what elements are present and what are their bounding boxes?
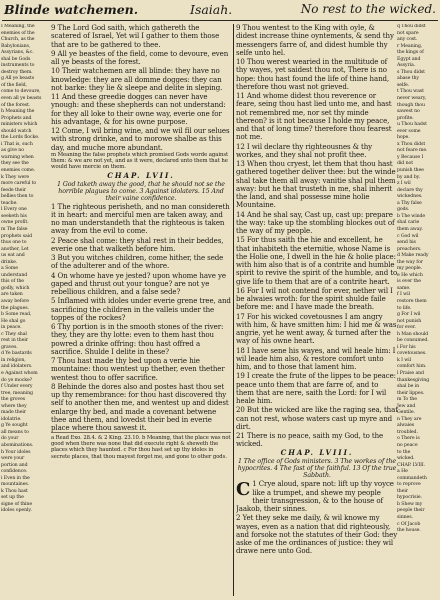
verse-paragraph: 8 Behinde the dores also and postes hast thou set up thy remembrance: for thou hast discovered thy self to another then me, and wentest up and didest enlarge thy bed, and made a covenant betwene thee and them, and lovedst their bed in everie place where thou sawest it. [51, 381, 229, 432]
margin-note: and idolaters. [1, 364, 33, 370]
margin-note: understand [1, 272, 28, 278]
margin-note: Church, as the [1, 37, 35, 43]
margin-note: in peace. [1, 325, 22, 331]
margin-note: Egypt and [397, 56, 421, 62]
verse-paragraph: 18 I have sene his wayes, and wil heale him: I wil leade him also, & restore comfort unto him, and to those that lament him. [236, 345, 396, 371]
margin-note: e He which [397, 272, 423, 278]
margin-note: c Of Jacob [397, 521, 421, 527]
margin-note: this of the [1, 279, 24, 285]
margin-note: the house. [397, 528, 421, 534]
margin-note: not spare [397, 30, 419, 36]
margin-note: b Shew my [397, 501, 423, 507]
verse-paragraph: 2 Peace shal come: they shal rest in their beddes, everie one that walketh before him. [51, 235, 224, 253]
verse-paragraph: 15 For thus saith the hie and excellent, he that inhabiteth the eternitie, whose Name is the Holie one, I dwell in the hie & holie place: with him also that is of a contrite and humble spirit to revive the spirit of the humble, and to give life to them that are of a contrite heart. [236, 235, 398, 286]
margin-note: graves. [1, 344, 18, 350]
margin-note: do your [1, 436, 19, 442]
margin-note: the Lords flocke. [1, 135, 40, 141]
margin-note: i For his [397, 344, 416, 350]
margin-note: any cost. [397, 37, 418, 43]
verse-paragraph: 5 Inflamed with idoles under everie grene tree, and sacrificing the children in the valleis under the toppes of the rockes? [51, 296, 231, 322]
margin-note: the way for [397, 259, 423, 265]
margin-note: shal be in [397, 384, 419, 390]
margin-note: wickednes. [397, 194, 423, 200]
margin-note: never weary, [397, 96, 427, 102]
margin-note: abase thy [397, 76, 419, 82]
margin-note: of the forest. [1, 102, 31, 108]
margin-note: come to devoure, [1, 89, 41, 95]
margin-note: tree, meaning [1, 390, 33, 396]
margin-note: m To the [397, 397, 417, 403]
margin-note: owne profit. [1, 220, 29, 226]
header-right: No rest to the wicked. [300, 2, 436, 16]
annotation-note: m Meaning the false prophets which promised Gods worde against them: & we are not yet, and as it were, declared unto them that he would have mercie on them. [51, 151, 229, 171]
margin-note: o There is [397, 436, 420, 442]
margin-note: a Some [1, 266, 18, 272]
chapter-heading-58: CHAP. LVIII. [280, 447, 354, 457]
margin-note: k I wil [397, 357, 411, 363]
margin-note: m The false [1, 226, 28, 232]
text-column-left [51, 24, 231, 594]
margin-note: q Thou didst [397, 24, 426, 29]
verse-paragraph: 6 Thy portion is in the smooth stones of the river: they, they are thy lotte: even to them hast thou powred a drinke offring: thou hast offred a sacrifice. Shulde I delite in these? [51, 322, 224, 356]
margin-note: selfe. [397, 82, 410, 88]
verse-paragraph: 9 The Lord God saith, which gathereth the scatered of Israel, Yet wil I gather to them those that are to be gathered to thee. [51, 24, 220, 49]
chapter-heading-57: CHAP. LVII. [107, 170, 175, 180]
margin-note: of the field, [1, 82, 27, 88]
verse-paragraph: 13 When thou cryest, let them that thou hast gathered together deliver thee: but the winde shal take them all away: vanitie shal pul them away: but he that trusteth in me, shal inherit the land, and shal possesse mine holie Mountaine. [236, 159, 396, 210]
margin-note: Babylonians, [1, 43, 31, 49]
margin-note: d Ye bastards [1, 351, 32, 357]
margin-note: though thou [397, 102, 425, 108]
margin-note: f I wil [397, 292, 410, 298]
margin-note: alwaies [397, 423, 415, 429]
margin-note: idolatrie. [1, 416, 22, 422]
margin-note: gods. [397, 207, 410, 213]
margin-note: all means to [1, 429, 29, 435]
margin-note: not feare me. [397, 148, 428, 154]
margin-note: h Your idoles [1, 449, 31, 455]
margin-note: enemies of the [1, 30, 35, 36]
margin-note: where they [1, 403, 27, 409]
margin-note: portion and [1, 462, 28, 468]
margin-note: ministers which [1, 122, 38, 128]
margin-note: r Meaning, [397, 43, 423, 49]
margin-note: Assyria. [397, 63, 416, 69]
margin-note: declare thy [397, 187, 423, 193]
margin-note: f Under every [1, 384, 33, 390]
verse-paragraph: 3 But you witches children, come hither, the sede of the adulterer and of the whore. [51, 253, 224, 271]
margin-note: I Meaning, the [1, 24, 35, 29]
margin-note: is ever the [397, 279, 421, 285]
margin-note: n They are [397, 416, 422, 422]
margin-note: x Thou didst [397, 141, 426, 147]
margin-note: hope. [397, 135, 410, 141]
margin-note: covetousnes. [397, 351, 427, 357]
margin-note: preachers. [397, 246, 422, 252]
verse-paragraph: C 1 Crye aloud, spare not: lift up thy voyce like a trumpet, and shewe my people their transgression, & to the house of Jaakob, their sinnes. [236, 479, 394, 514]
margin-note: for ever. [397, 325, 416, 331]
margin-note: to life. [397, 305, 412, 311]
margin-note: set up the [1, 495, 24, 501]
chapter-summary-58: 1 The office of Gods ministers. 3 The workes of the hypocrites. 4 The fast of the faithful. 13 Of the true Sabbath. [237, 457, 397, 480]
margin-note: punish thee [397, 168, 424, 174]
margin-note: in religion, [1, 357, 26, 363]
margin-note: godly, which [1, 285, 30, 291]
margin-note: more careful to [1, 181, 37, 187]
margin-note: b Some read, [1, 312, 32, 318]
margin-note: l Every one [1, 207, 27, 213]
margin-note: prophets said [1, 233, 33, 239]
margin-note: people their [397, 508, 425, 514]
margin-note: be consumed. [397, 338, 429, 344]
verse-paragraph: 10 Their watchemen are all blinde: they have no knowledge: they are all domme dogges: they can not barke: they lie & sleepe and delite in sleping. [51, 66, 223, 92]
margin-note: hypocrisie. [397, 495, 422, 501]
margin-note: their lippes. [397, 390, 425, 396]
margin-note: the groves [1, 397, 26, 403]
verse-paragraph: 7 Thou hast made thy bed upon a verie hie mountaine: thou wentest up thether, even thether wentest thou to offer sacrifice. [51, 356, 225, 382]
margin-note: u Thou hadst [397, 122, 427, 128]
margin-note: instruments to [1, 63, 35, 69]
verse-paragraph: 2 Yet they seke me daily, & wil knowe my wayes, even as a nation that did righteously, and forsoke not the statutes of their God: they aske of me the ordinances of justice: they wil drawe nere unto God. [236, 513, 398, 556]
footnotes: a Read Exo. 28.4. & 2 King. 23.10. b Meaning, that the place was not good when there was none that did execute right & sheweth the places which they haunted. c For thou hast set up thy idoles in secrete places, that thou mayest forget me, and gone to other gods. [51, 432, 231, 459]
margin-note: feede their [1, 187, 26, 193]
margin-note: wicked. [397, 456, 415, 462]
margin-note: them away. [397, 226, 423, 232]
margin-note: Gentile. [397, 410, 415, 416]
margin-note: were your [1, 456, 25, 462]
margin-note: g For I wil [397, 312, 421, 318]
verse-paragraph: 20 But the wicked are like the raging sea, that can not rest, whose waters cast up myre and dirt. [236, 405, 398, 431]
margin-note: z I wil [397, 181, 411, 187]
margin-note: are taken [1, 292, 23, 298]
margin-note: same. [397, 285, 411, 291]
text-column-right [236, 24, 398, 596]
margin-note: h Man should [397, 331, 429, 337]
margin-note: another, Let [1, 246, 29, 252]
margin-note: t Thou wast [397, 89, 424, 95]
margin-note: not punish [397, 318, 422, 324]
margin-note: Jew and [397, 403, 416, 409]
margin-note: warning when [1, 154, 34, 160]
margin-note: restore them [397, 298, 427, 304]
margin-note: s Thou didst [397, 69, 425, 75]
chapter-summary-57: 1 God taketh away the good, that he should not se the horrible plagues to come. 3 Against idolaters. 15 And their vaine confidence. [57, 180, 225, 203]
margin-note: g Ye sought [1, 423, 28, 429]
margin-note: seeketh his [1, 213, 27, 219]
margin-note: enemies come. [1, 168, 36, 174]
margin-note: c God wil [397, 233, 419, 239]
margin-note: to the [397, 449, 411, 455]
margin-note: i That is, such [1, 141, 33, 147]
margin-note: shal be Gods [1, 56, 31, 62]
margin-note: CHAP. LVIII. [397, 462, 426, 468]
margin-note: d Make ready [397, 253, 429, 259]
margin-note: commandeth [397, 475, 427, 481]
margin-note: sawest no [397, 109, 420, 115]
margin-note: k They were [1, 174, 30, 180]
margin-note: g All ye beasts [1, 76, 35, 82]
margin-note: by and by. [397, 174, 420, 180]
margin-note: Assyrians, &c. [1, 50, 34, 56]
margin-note: shal carie [397, 220, 420, 226]
margin-note: mountaines. [1, 482, 30, 488]
margin-note: their [397, 488, 408, 494]
verse-paragraph: 14 And he shal say, Cast up, cast up: prepare the way: take up the stombling blockes out of the way of my people. [236, 209, 395, 235]
margin-note: a Thy false [397, 200, 422, 206]
margin-note: troubled. [397, 429, 418, 435]
verse-paragraph: 11 And these greedie dogges can never have ynough: and these shepherds can not understand: for they all loke to their owne way, everie one for his advantage, & for his owne purpose. [51, 92, 226, 126]
margin-note: profite. [397, 115, 414, 121]
verse-paragraph: 21 There is no peace, saith my God, to the wicked. [236, 431, 384, 449]
header-center: Isaiah. [190, 2, 233, 17]
margin-note: He shal go [1, 318, 26, 324]
verse-paragraph: 9 All ye beastes of the field, come to devoure, even all ye beasts of the forest. [51, 48, 229, 66]
margin-note: idoles openly. [1, 508, 32, 514]
verse-paragraph: 16 For I wil not contend for ever, nether wil I be alwaies wroth: for the spirit shulde faile before me: and I have made the breath. [236, 285, 393, 312]
margin-note: away before [1, 298, 29, 304]
margin-note: should watch [1, 128, 32, 134]
header-rule [2, 20, 438, 21]
margin-note: teache. [1, 200, 18, 206]
margin-note: h Meaning the [1, 109, 35, 115]
margin-note: send his [397, 240, 416, 246]
margin-note: destroy them. [1, 69, 33, 75]
verse-paragraph: 17 For his wicked covetousnes I am angry with him, & have smitten him: I hid me & was angrie, yet he went away, & turned after the way of his owne heart. [236, 311, 397, 346]
margin-note: b The winde [397, 213, 426, 219]
margin-note: e Against whom [1, 370, 38, 376]
margin-note: abominations. [1, 443, 34, 448]
margin-note: the kings of [397, 50, 424, 56]
margin-note: sinnes. [397, 515, 413, 521]
margin-note: y Because I [397, 154, 424, 160]
margin-note: rest in their [1, 338, 28, 344]
verse-paragraph: 12 Come, I wil bring wine, and we wil fil our selues with strong drinke, and to morowe shalbe as this day, and muche more abundant. [51, 126, 230, 152]
margin-note: do ye mocke? [1, 377, 33, 383]
margin-note: made their [1, 410, 26, 416]
margin-note: thankesgiving [397, 377, 430, 383]
margin-note: confidence. [1, 469, 28, 475]
margin-note: did not [397, 161, 414, 167]
verse-paragraph: 1 The righteous perisheth, and no man considereth it in heart: and merciful men are taken away, and no man understandeth that the righteous is taken away from the evil to come. [51, 201, 230, 236]
margin-note: my people. [397, 266, 422, 272]
verse-paragraph: 12 I wil declare thy righteousnes & thy workes, and they shal not profit thee. [236, 141, 373, 159]
margin-note: they see the [1, 161, 29, 167]
margin-note: as give no [1, 148, 24, 154]
margin-note: bellies then to [1, 194, 34, 200]
verse-paragraph: 9 Thou wentest to the King with oyle, & didest increase thine oyntements, & send thy messengers farre of, and didest humble thy selfe unto hel. [236, 24, 394, 57]
margin-note: the plagues. [1, 305, 29, 311]
margin-note: a He [397, 469, 408, 475]
verse-paragraph: 11 And whome didest thou reverence or feare, seing thou hast lied unto me, and hast not remembred me, nor set thy minde thereon? is it not because I holde my peace, and that of long time? therefore thou fearest not me. [236, 91, 392, 142]
left-margin-notes [1, 24, 50, 584]
column-divider [233, 24, 234, 596]
margin-note: ever some [397, 128, 421, 134]
margin-note: k Thou hast [1, 488, 28, 494]
margin-note: signe of thine [1, 501, 33, 507]
margin-note: l Praise and [397, 370, 424, 376]
margin-note: no peace [397, 443, 418, 448]
margin-note: even all ye beasts [1, 96, 42, 102]
verse-paragraph: 19 I create the frute of the lippes to be peace: peace unto them that are farre of, and to them that are nere, saith the Lord: for I wil heale him. [236, 371, 396, 405]
margin-note: drinke. [1, 259, 18, 265]
margin-note: Prophets and [1, 115, 32, 121]
margin-note: i Even in the [1, 475, 30, 481]
verse-paragraph: 10 Thou werest wearied in the multitude of thy wayes, yet saidest thou not, There is no hope: thou hast found the life of thine hand, therefore thou wast not grieved. [236, 57, 390, 91]
header-left: Blinde watchemen. [4, 2, 139, 17]
margin-note: us eat and [1, 253, 25, 259]
margin-note: to reprove [397, 482, 421, 488]
margin-note: comfort him. [397, 364, 427, 370]
verse-paragraph: 4 On whome have ye jested? upon whome have ye gaped and thrust out your tongue? are not ye rebellious children, and a false sede? [51, 270, 226, 296]
margin-note: c They shal [1, 331, 27, 337]
margin-note: thus one to [1, 240, 27, 246]
right-margin-notes [397, 24, 439, 596]
drop-cap: C [236, 479, 251, 501]
